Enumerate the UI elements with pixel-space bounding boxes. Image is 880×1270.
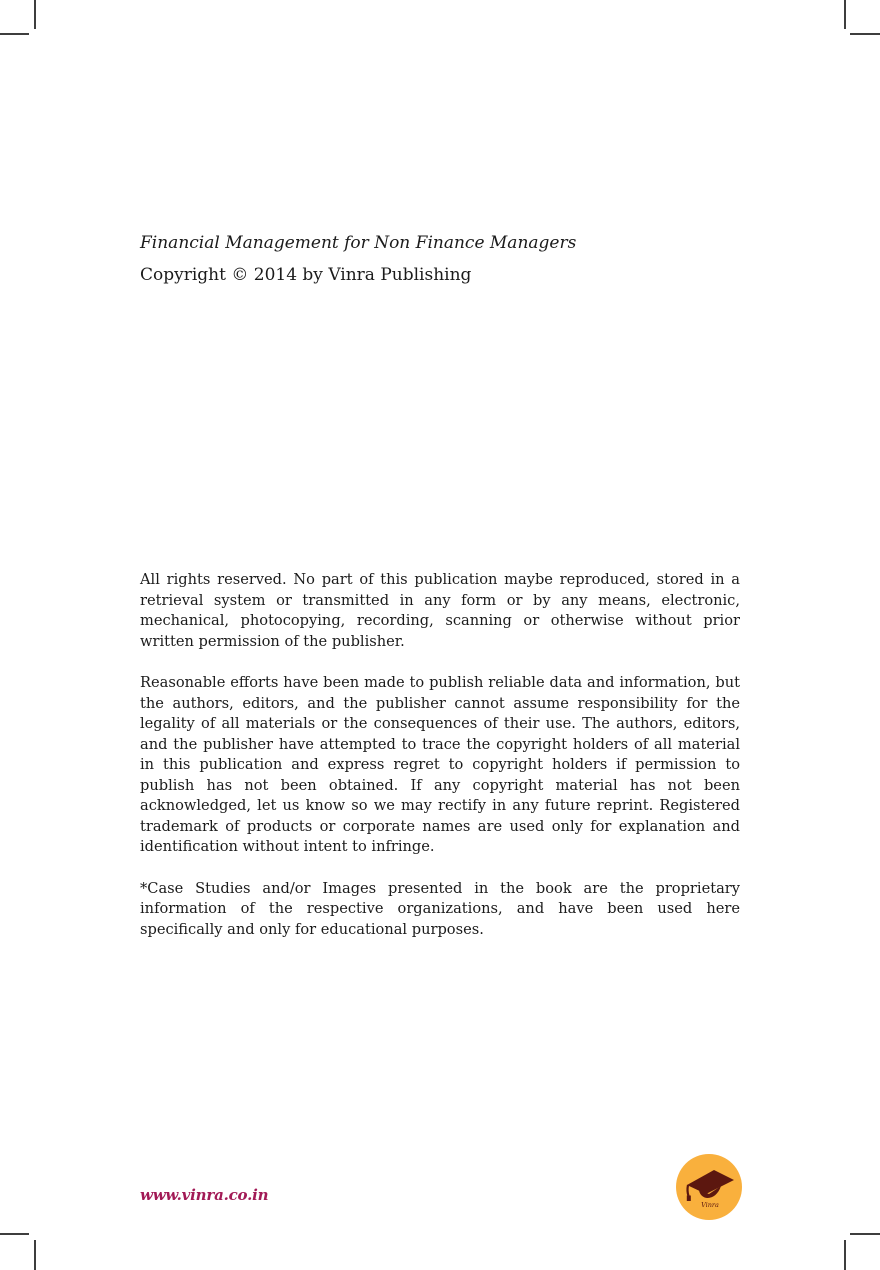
header-block <box>140 233 740 285</box>
crop-mark-top-left-horizontal <box>0 33 29 35</box>
crop-mark-bottom-right-vertical <box>844 1240 846 1270</box>
logo-wordmark: Vinra <box>701 1201 719 1209</box>
disclaimer-paragraph: Reasonable efforts have been made to publish reliable data and information, but the authors, editors, and the publisher cannot assume responsibility for the legality of all materials or the consequences of their use. The authors, editors, and the publisher have attempted to trace the copyright holders of all material in this publication and express regret to copyright holders if permission to publish has not been obtained. If any copyright material has not been acknowledged, let us know so we may rectify in any future reprint. Registered trademark of products or corporate names are used only for explanation and identification without intent to infringe. <box>140 674 740 855</box>
legal-text-block <box>140 570 740 940</box>
publisher-logo <box>676 1154 742 1220</box>
graduation-cap-icon <box>676 1154 742 1220</box>
crop-mark-bottom-left-horizontal <box>0 1233 29 1235</box>
book-title: Financial Management for Non Finance Managers <box>140 233 577 253</box>
crop-mark-top-left-vertical <box>34 0 36 29</box>
case-studies-note-paragraph: *Case Studies and/or Images presented in the book are the proprietary information of the respective organizations, and have been used here specifically and only for educational purposes. <box>140 879 740 938</box>
crop-mark-top-right-vertical <box>844 0 846 29</box>
crop-mark-bottom-right-horizontal <box>850 1233 880 1235</box>
crop-mark-top-right-horizontal <box>850 33 880 35</box>
copyright-line: Copyright © 2014 by Vinra Publishing <box>140 265 472 285</box>
crop-mark-bottom-left-vertical <box>34 1240 36 1270</box>
rights-reserved-paragraph: All rights reserved. No part of this publication maybe reproduced, stored in a retrieval system or transmitted in any form or by any means, electronic, mechanical, photocopying, recording, scanning or otherwise without prior written permission of the publisher. <box>140 571 740 650</box>
publisher-website-link[interactable]: www.vinra.co.in <box>140 1186 269 1204</box>
